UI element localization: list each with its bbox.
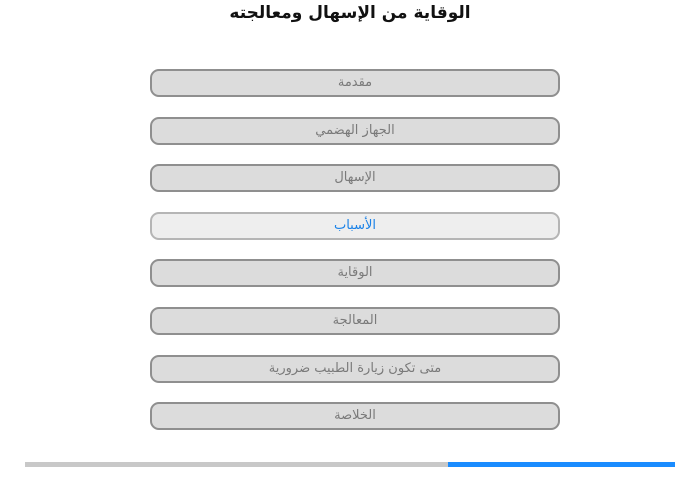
progress-bar-fill xyxy=(448,462,676,467)
progress-bar xyxy=(25,462,675,467)
chapter-menu xyxy=(150,69,560,450)
menu-item-when-to-see-doctor[interactable]: متى تكون زيارة الطبيب ضرورية xyxy=(150,355,560,383)
menu-item-digestive-system[interactable]: الجهاز الهضمي xyxy=(150,117,560,145)
menu-item-diarrhea[interactable]: الإسهال xyxy=(150,164,560,192)
menu-item-causes[interactable]: الأسباب xyxy=(150,212,560,240)
menu-item-prevention[interactable]: الوقاية xyxy=(150,259,560,287)
page-title: الوقاية من الإسهال ومعالجته xyxy=(229,3,471,23)
menu-item-summary[interactable]: الخلاصة xyxy=(150,402,560,430)
menu-item-treatment[interactable]: المعالجة xyxy=(150,307,560,335)
menu-item-introduction[interactable]: مقدمة xyxy=(150,69,560,97)
